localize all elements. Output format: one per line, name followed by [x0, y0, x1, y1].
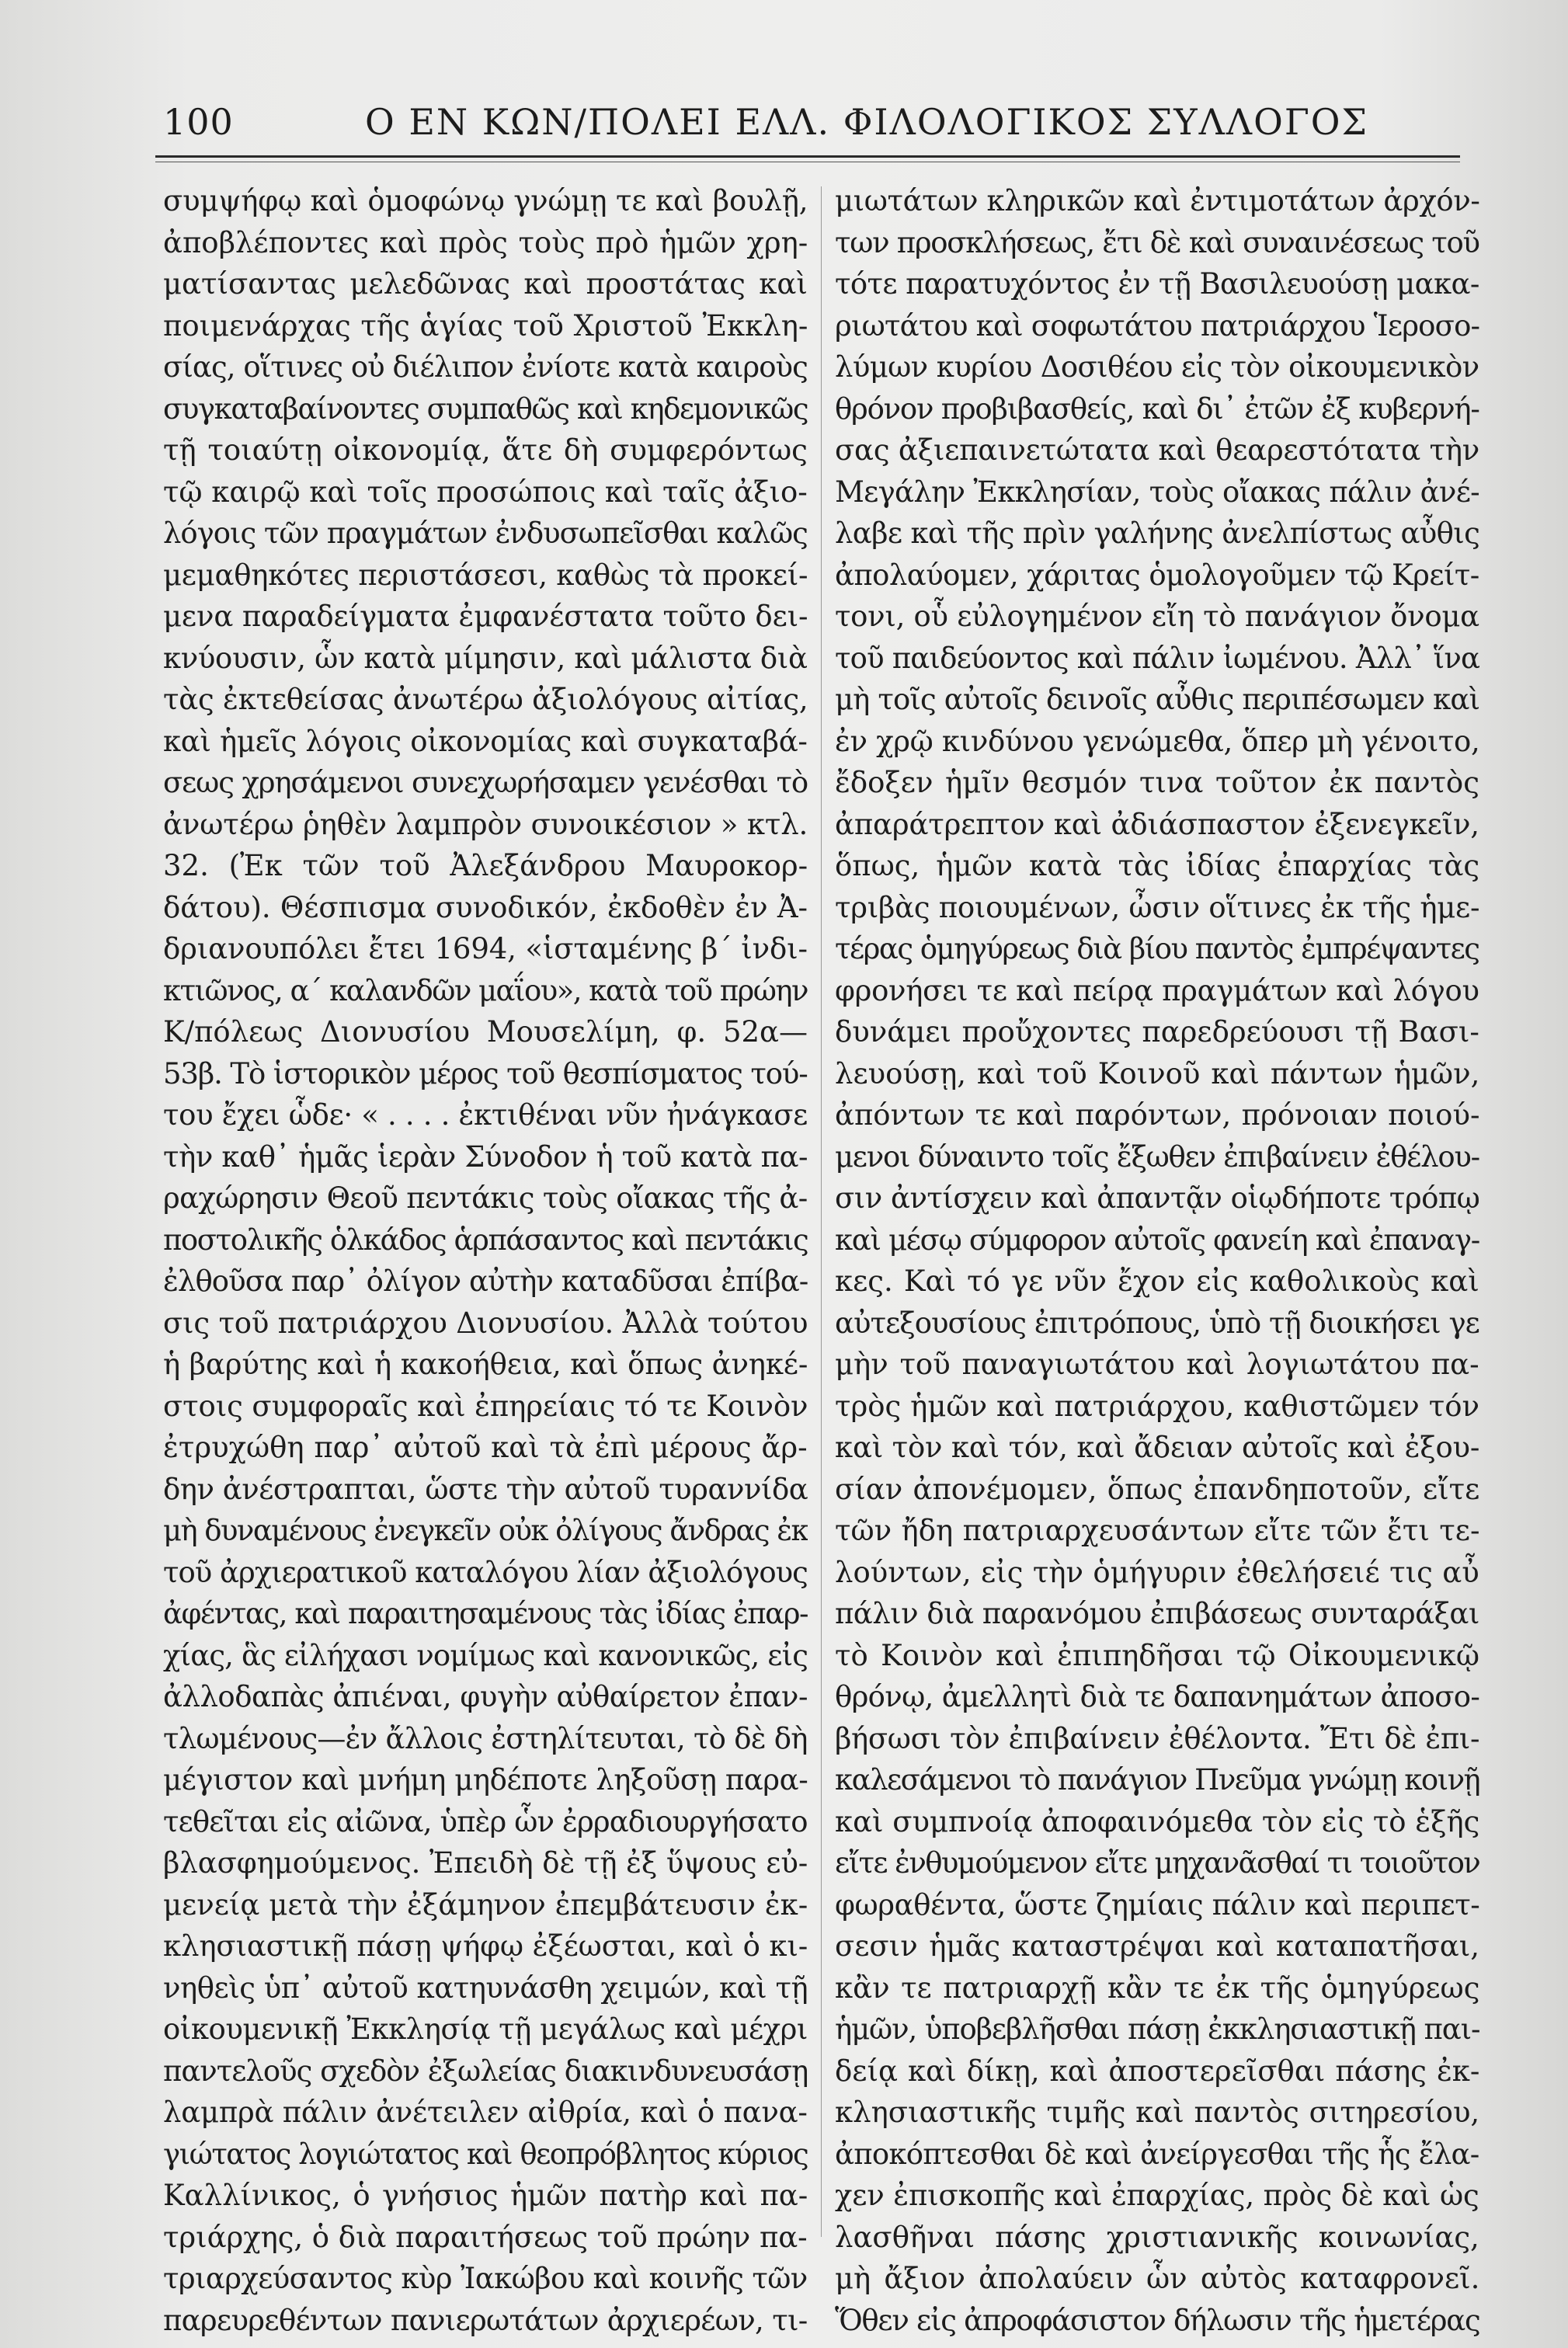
text-line: λευούσῃ, καὶ τοῦ Κοινοῦ καὶ πάντων ἡμῶν,	[835, 1056, 1479, 1091]
text-line: καὶ μέσῳ σύμφορον αὐτοῖς φανείη καὶ ἐπαναγ-	[835, 1223, 1479, 1257]
text-line: θρόνῳ, ἀμελλητὶ διὰ τε δαπανημάτων ἀποσο-	[835, 1680, 1479, 1713]
text-line: χεν ἐπισκοπῆς καὶ ἐπαρχίας, πρὸς δὲ καὶ ὡς	[835, 2179, 1479, 2212]
text-line: βλασφημούμενος. Ἐπειδὴ δὲ τῇ ἐξ ὕψους εὐ-	[163, 1846, 808, 1880]
text-line: ἀπολαύομεν, χάριτας ὁμολογοῦμεν τῷ Κρείτ-	[835, 558, 1479, 592]
text-line: σις τοῦ πατριάρχου Διονυσίου. Ἀλλὰ τούτου	[163, 1306, 808, 1340]
text-line: οἰκουμενικῇ Ἐκκλησίᾳ τῇ μεγάλως καὶ μέχρι	[163, 2012, 808, 2046]
text-line: καὶ ἡμεῖς λόγοις οἰκονομίας καὶ συγκαταβά-	[163, 724, 808, 758]
text-line: 32. (Ἐκ τῶν τοῦ Ἀλεξάνδρου Μαυροκορ-	[163, 849, 808, 882]
text-line: κες. Καὶ τό γε νῦν ἔχον εἰς καθολικοὺς καὶ	[835, 1264, 1479, 1298]
text-line: τέρας ὁμηγύρεως διὰ βίου παντὸς ἐμπρέψαντες	[835, 932, 1479, 965]
text-line: λύμων κυρίου Δοσιθέου εἰς τὸν οἰκουμενικὸν	[835, 350, 1479, 384]
header-rule	[155, 155, 1460, 158]
page-number: 100	[163, 101, 234, 143]
text-line: μὴ ἄξιον ἀπολαύειν ὧν αὐτὸς καταφρονεῖ.	[835, 2262, 1479, 2295]
text-line: μιωτάτων κληρικῶν καὶ ἐντιμοτάτων ἀρχόν-	[835, 184, 1479, 217]
text-line: ποστολικῆς ὁλκάδος ἁρπάσαντος καὶ πεντάκις	[163, 1223, 808, 1257]
text-line: ἐν χρῷ κινδύνου γενώμεθα, ὅπερ μὴ γένοιτο,	[835, 724, 1479, 758]
text-line: παντελοῦς σχεδὸν ἐξωλείας διακινδυνευσάσῃ	[163, 2054, 808, 2088]
text-line: δριανουπόλει ἔτει 1694, «ἱσταμένης β΄ ἰνδι-	[163, 932, 808, 965]
text-line: κλησιαστικῇ πάσῃ ψήφῳ ἐξέωσται, καὶ ὁ κι-	[163, 1929, 808, 1963]
text-line: φωραθέντα, ὥστε ζημίαις πάλιν καὶ περιπετ-	[835, 1887, 1479, 1922]
text-line: συγκαταβαίνοντες συμπαθῶς καὶ κηδεμονικῶς	[163, 391, 808, 426]
text-line: μέγιστον καὶ μνήμη μηδέποτε ληξοῦσῃ παρα-	[163, 1763, 808, 1797]
text-line: Καλλίνικος, ὁ γνήσιος ἡμῶν πατὴρ καὶ πα-	[163, 2179, 808, 2212]
text-line: Ὅθεν εἰς ἀπροφάσιστον δήλωσιν τῆς ἡμετέρας	[835, 2303, 1479, 2337]
text-line: τονι, οὗ εὐλογημένον εἴη τὸ πανάγιον ὄνομα	[835, 600, 1479, 633]
text-line: δάτου). Θέσπισμα συνοδικόν, ἐκδοθὲν ἐν Ἀ-	[163, 890, 808, 924]
text-line: των προσκλήσεως, ἔτι δὲ καὶ συναινέσεως τοῦ	[835, 225, 1479, 259]
text-line: μεμαθηκότες περιστάσεσι, καθὼς τὰ προκεί-	[163, 558, 808, 592]
text-line: σιν ἀντίσχειν καὶ ἀπαντᾷν οἱῳδήποτε τρόπῳ	[835, 1181, 1479, 1215]
text-line: χίας, ἃς εἰλήχασι νομίμως καὶ κανονικῶς, εἰς	[163, 1638, 808, 1672]
text-line: λούντων, εἰς τὴν ὁμήγυριν ἐθελήσειέ τις αὖ	[835, 1555, 1479, 1589]
text-line: ἀπόντων τε καὶ παρόντων, πρόνοιαν ποιού-	[835, 1098, 1479, 1132]
text-line: ἀπαράτρεπτον καὶ ἀδιάσπαστον ἐξενεγκεῖν,	[835, 807, 1479, 841]
text-line: γιώτατος λογιώτατος καὶ θεοπρόβλητος κύριος	[163, 2137, 808, 2171]
text-line: ἐλθοῦσα παρ᾿ ὀλίγον αὐτὴν καταδῦσαι ἐπίβα-	[163, 1264, 808, 1298]
text-line: εἴτε ἐνθυμούμενον εἴτε μηχανᾶσθαί τι τοιοῦτον	[835, 1846, 1479, 1880]
text-line: 53β. Τὸ ἱστορικὸν μέρος τοῦ θεσπίσματος τού-	[163, 1056, 808, 1091]
text-line: ἐτρυχώθη παρ᾿ αὐτοῦ καὶ τὰ ἐπὶ μέρους ἄρ-	[163, 1431, 808, 1464]
text-line: Κ/πόλεως Διονυσίου Μουσελίμη, φ. 52α—	[163, 1015, 808, 1049]
text-line: τῶν ἤδη πατριαρχευσάντων εἴτε τῶν ἔτι τε-	[835, 1514, 1479, 1547]
text-line: τὸ Κοινὸν καὶ ἐπιπηδῆσαι τῷ Οἰκουμενικῷ	[835, 1638, 1479, 1672]
text-line: συμψήφῳ καὶ ὁμοφώνῳ γνώμῃ τε καὶ βουλῇ,	[163, 184, 808, 217]
text-line: ραχώρησιν Θεοῦ πεντάκις τοὺς οἴακας τῆς ἀ-	[163, 1181, 808, 1215]
text-line: φρονήσει τε καὶ πείρᾳ πραγμάτων καὶ λόγου	[835, 973, 1479, 1007]
text-line: ἡ βαρύτης καὶ ἡ κακοήθεια, καὶ ὅπως ἀνηκέ-	[163, 1348, 808, 1381]
text-line: καλεσάμενοι τὸ πανάγιον Πνεῦμα γνώμῃ κοινῇ	[835, 1763, 1479, 1797]
text-line: τλωμένους—ἐν ἄλλοις ἐστηλίτευται, τὸ δὲ δὴ	[163, 1721, 808, 1755]
text-line: ἡμῶν, ὑποβεβλῆσθαι πάσῃ ἐκκλησιαστικῇ παι-	[835, 2012, 1479, 2046]
text-line: ἔδοξεν ἡμῖν θεσμόν τινα τοῦτον ἐκ παντὸς	[835, 766, 1479, 799]
column-divider	[821, 186, 822, 2237]
text-line: μενείᾳ μετὰ τὴν ἐξάμηνον ἐπεμβάτευσιν ἐκ-	[163, 1887, 808, 1922]
text-line: ποιμενάρχας τῆς ἁγίας τοῦ Χριστοῦ Ἐκκλη-	[163, 308, 808, 343]
text-line: δείᾳ καὶ δίκῃ, καὶ ἀποστερεῖσθαι πάσης ἐκ-	[835, 2054, 1479, 2088]
text-line: τοῦ παιδεύοντος καὶ πάλιν ἰωμένου. Ἀλλ᾿ ἵνα	[835, 641, 1479, 675]
text-line: αὐτεξουσίους ἐπιτρόπους, ὑπὸ τῇ διοικήσει γε	[835, 1306, 1479, 1340]
text-line: λαβε καὶ τῆς πρὶν γαλήνης ἀνελπίστως αὖθις	[835, 517, 1479, 550]
text-line: λαμπρὰ πάλιν ἀνέτειλεν αἰθρία, καὶ ὁ πανα-	[163, 2096, 808, 2129]
text-line: τῷ καιρῷ καὶ τοῖς προσώποις καὶ ταῖς ἀξιο-	[163, 475, 808, 509]
text-line: τριαρχεύσαντος κὺρ Ἰακώβου καὶ κοινῆς τῶν	[163, 2262, 808, 2295]
text-line: τὰς ἐκτεθείσας ἀνωτέρω ἀξιολόγους αἰτίας,	[163, 683, 808, 716]
text-line: τριβὰς ποιουμένων, ὦσιν οἵτινες ἐκ τῆς ἡμε-	[835, 890, 1479, 924]
text-line: μενα παραδείγματα ἐμφανέστατα τοῦτο δει-	[163, 600, 808, 633]
text-line: δυνάμει προὔχοντες παρεδρεύουσι τῇ Βασι-	[835, 1015, 1479, 1049]
text-line: ριωτάτου καὶ σοφωτάτου πατριάρχου Ἱεροσο-	[835, 308, 1479, 343]
text-line: του ἔχει ὧδε· « . . . . ἐκτιθέναι νῦν ἠνάγκασε	[163, 1098, 808, 1132]
running-head: Ο ΕΝ ΚΩΝ/ΠΟΛΕΙ ΕΛΛ. ΦΙΛΟΛΟΓΙΚΟΣ ΣΥΛΛΟΓΟΣ	[365, 101, 1368, 143]
text-line: λασθῆναι πάσης χριστιανικῆς κοινωνίας,	[835, 2220, 1479, 2254]
text-line: παρευρεθέντων πανιερωτάτων ἀρχιερέων, τι-	[163, 2303, 808, 2337]
text-line: λόγοις τῶν πραγμάτων ἐνδυσωπεῖσθαι καλῶς	[163, 517, 808, 550]
text-line: στοις συμφοραῖς καὶ ἐπηρείαις τό τε Κοινὸν	[163, 1389, 808, 1423]
text-line: τότε παρατυχόντος ἐν τῇ Βασιλευούσῃ μακα-	[835, 267, 1479, 301]
text-line: τριάρχης, ὁ διὰ παραιτήσεως τοῦ πρώην πα-	[163, 2220, 808, 2254]
text-line: Μεγάλην Ἐκκλησίαν, τοὺς οἴακας πάλιν ἀνέ-	[835, 475, 1479, 509]
text-line: μὴ τοῖς αὐτοῖς δεινοῖς αὖθις περιπέσωμεν καὶ	[835, 683, 1479, 716]
text-line: τεθεῖται εἰς αἰῶνα, ὑπὲρ ὧν ἐρραδιουργήσατο	[163, 1804, 808, 1838]
text-line: ἀφέντας, καὶ παραιτησαμένους τὰς ἰδίας ἐπαρ-	[163, 1597, 808, 1630]
text-line: ἀλλοδαπὰς ἀπιέναι, φυγὴν αὐθαίρετον ἐπαν-	[163, 1680, 808, 1713]
text-line: πάλιν διὰ παρανόμου ἐπιβάσεως συνταράξαι	[835, 1597, 1479, 1630]
text-line: νηθεὶς ὑπ᾿ αὐτοῦ κατηυνάσθη χειμών, καὶ τῇ	[163, 1971, 808, 2005]
text-line: σίας, οἵτινες οὐ διέλιπον ἐνίοτε κατὰ καιροὺς	[163, 350, 808, 384]
text-line: τῇ τοιαύτῃ οἰκονομίᾳ, ἅτε δὴ συμφερόντως	[163, 433, 808, 467]
text-line: κἂν τε πατριαρχῇ κἂν τε ἐκ τῆς ὁμηγύρεως	[835, 1971, 1479, 2005]
text-line: θρόνον προβιβασθείς, καὶ δι᾿ ἐτῶν ἐξ κυβερνή-	[835, 391, 1479, 426]
text-line: ἀποβλέποντες καὶ πρὸς τοὺς πρὸ ἡμῶν χρη-	[163, 225, 808, 259]
text-line: σεσιν ἡμᾶς καταστρέψαι καὶ καταπατῆσαι,	[835, 1929, 1479, 1963]
text-line: δην ἀνέστραπται, ὥστε τὴν αὐτοῦ τυραννίδα	[163, 1472, 808, 1506]
text-line: ὅπως, ἡμῶν κατὰ τὰς ἰδίας ἐπαρχίας τὰς	[835, 849, 1479, 882]
text-line: ἀνωτέρω ῥηθὲν λαμπρὸν συνοικέσιον » κτλ.	[163, 807, 808, 841]
text-line: κλησιαστικῆς τιμῆς καὶ παντὸς σιτηρεσίου,	[835, 2096, 1479, 2129]
text-line: τοῦ ἀρχιερατικοῦ καταλόγου λίαν ἀξιολόγους	[163, 1555, 808, 1589]
text-line: σίαν ἀπονέμομεν, ὅπως ἐπανδηποτοῦν, εἴτε	[835, 1472, 1479, 1506]
text-line: ματίσαντας μελεδῶνας καὶ προστάτας καὶ	[163, 267, 808, 301]
text-line: μὴ δυναμένους ἐνεγκεῖν οὐκ ὀλίγους ἄνδρας ἐκ	[163, 1514, 808, 1547]
text-line: σας ἀξιεπαινετώτατα καὶ θεαρεστότατα τὴν	[835, 433, 1479, 467]
text-line: κνύουσιν, ὧν κατὰ μίμησιν, καὶ μάλιστα διὰ	[163, 641, 808, 675]
right-text-column	[835, 180, 1479, 2337]
text-line: μενοι δύναιντο τοῖς ἔξωθεν ἐπιβαίνειν ἐθέλου-	[835, 1139, 1479, 1174]
text-line: καὶ συμπνοίᾳ ἀποφαινόμεθα τὸν εἰς τὸ ἑξῆς	[835, 1804, 1479, 1838]
text-line: ἀποκόπτεσθαι δὲ καὶ ἀνείργεσθαι τῆς ἧς ἔλα-	[835, 2137, 1479, 2171]
left-text-column	[163, 180, 808, 2337]
text-line: καὶ τὸν καὶ τόν, καὶ ἄδειαν αὐτοῖς καὶ ἐξου-	[835, 1431, 1479, 1464]
text-line: βήσωσι τὸν ἐπιβαίνειν ἐθέλοντα. Ἔτι δὲ ἐπι-	[835, 1721, 1479, 1755]
text-line: τὴν καθ᾿ ἡμᾶς ἱερὰν Σύνοδον ἡ τοῦ κατὰ πα-	[163, 1139, 808, 1174]
text-line: μὴν τοῦ παναγιωτάτου καὶ λογιωτάτου πα-	[835, 1348, 1479, 1381]
text-line: κτιῶνος, α΄ καλανδῶν μαΐου», κατὰ τοῦ πρώην	[163, 973, 808, 1007]
text-line: σεως χρησάμενοι συνεχωρήσαμεν γενέσθαι τὸ	[163, 766, 808, 799]
text-line: τρὸς ἡμῶν καὶ πατριάρχου, καθιστῶμεν τόν	[835, 1389, 1479, 1423]
